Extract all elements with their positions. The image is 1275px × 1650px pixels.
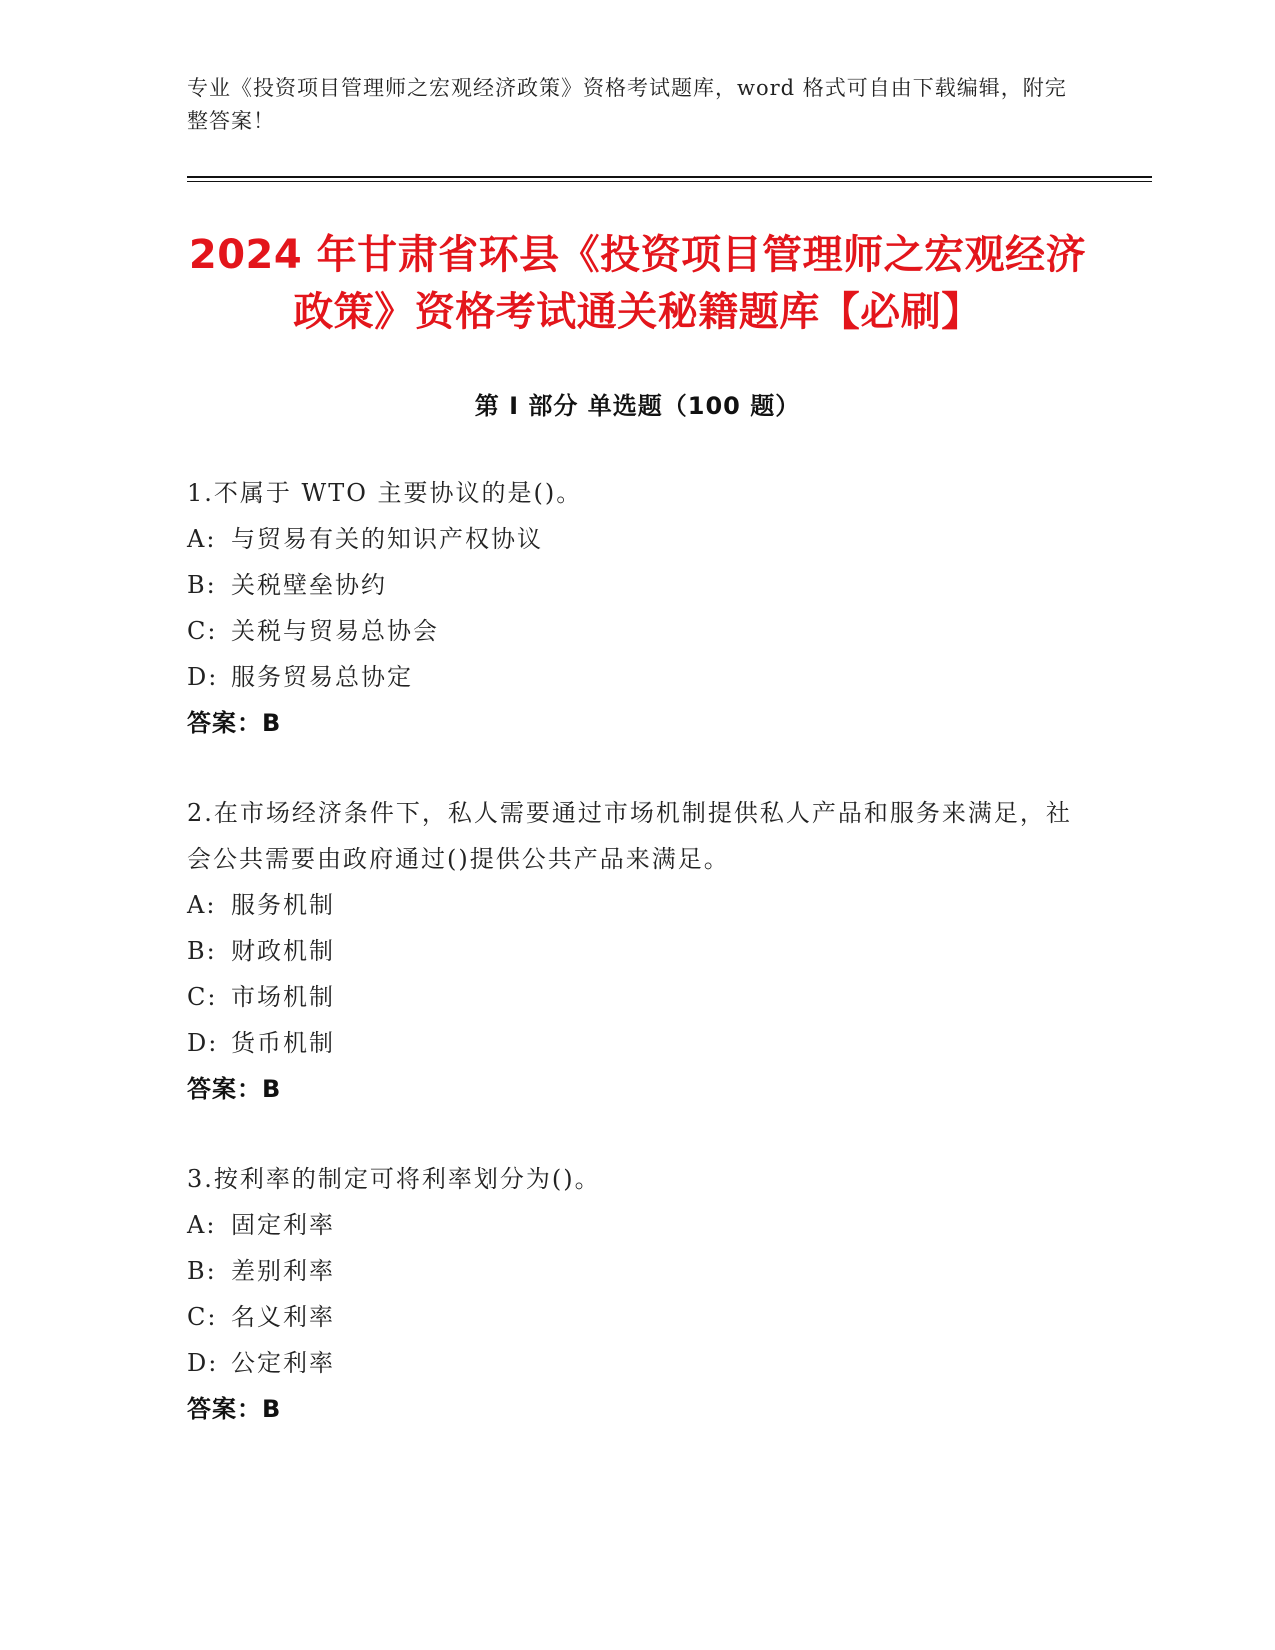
option-d <box>187 1020 1077 1066</box>
option-text: 关税壁垒协约 <box>231 571 387 599</box>
question-stem: 1.不属于 WTO 主要协议的是()。 <box>187 479 583 507</box>
option-text: 固定利率 <box>231 1211 335 1239</box>
question-3 <box>187 1156 1077 1432</box>
option-letter: D: <box>187 1349 219 1377</box>
question-1 <box>187 470 1077 746</box>
option-a <box>187 882 1077 928</box>
option-a <box>187 516 1077 562</box>
option-letter: C: <box>187 1303 218 1331</box>
option-text: 与贸易有关的知识产权协议 <box>231 525 543 553</box>
question-list <box>187 470 1077 1476</box>
option-text: 服务机制 <box>231 891 335 919</box>
answer-label: 答案：B <box>187 1395 282 1423</box>
option-letter: B: <box>187 1257 217 1285</box>
answer-label: 答案：B <box>187 1075 282 1103</box>
section-heading: 第 I 部分 单选题（100 题） <box>474 392 801 420</box>
option-text: 名义利率 <box>231 1303 335 1331</box>
option-d <box>187 1340 1077 1386</box>
answer-label: 答案：B <box>187 709 282 737</box>
header-divider-thick <box>187 176 1152 178</box>
option-text: 服务贸易总协定 <box>231 663 413 691</box>
option-c <box>187 1294 1077 1340</box>
question-stem: 2.在市场经济条件下，私人需要通过市场机制提供私人产品和服务来满足，社会公共需要由政府通过()提供公共产品来满足。 <box>187 799 1072 873</box>
document-title: 2024 年甘肃省环县《投资项目管理师之宏观经济政策》资格考试通关秘籍题库【必刷】 <box>188 232 1087 335</box>
header-divider-thin <box>187 181 1152 182</box>
option-c <box>187 608 1077 654</box>
option-text: 市场机制 <box>231 983 335 1011</box>
option-b <box>187 928 1077 974</box>
option-letter: C: <box>187 983 218 1011</box>
option-letter: A: <box>187 891 217 919</box>
option-letter: C: <box>187 617 218 645</box>
option-letter: A: <box>187 525 217 553</box>
option-letter: D: <box>187 1029 219 1057</box>
option-a <box>187 1202 1077 1248</box>
option-b <box>187 562 1077 608</box>
question-stem: 3.按利率的制定可将利率划分为()。 <box>187 1165 601 1193</box>
option-text: 货币机制 <box>231 1029 335 1057</box>
question-2 <box>187 790 1077 1112</box>
option-letter: D: <box>187 663 219 691</box>
header-note: 专业《投资项目管理师之宏观经济政策》资格考试题库，word 格式可自由下载编辑，附完整答案！ <box>187 76 1067 133</box>
option-text: 关税与贸易总协会 <box>231 617 439 645</box>
option-text: 公定利率 <box>231 1349 335 1377</box>
option-letter: B: <box>187 937 217 965</box>
option-text: 财政机制 <box>231 937 335 965</box>
option-text: 差别利率 <box>231 1257 335 1285</box>
option-letter: B: <box>187 571 217 599</box>
option-d <box>187 654 1077 700</box>
option-b <box>187 1248 1077 1294</box>
option-c <box>187 974 1077 1020</box>
option-letter: A: <box>187 1211 217 1239</box>
